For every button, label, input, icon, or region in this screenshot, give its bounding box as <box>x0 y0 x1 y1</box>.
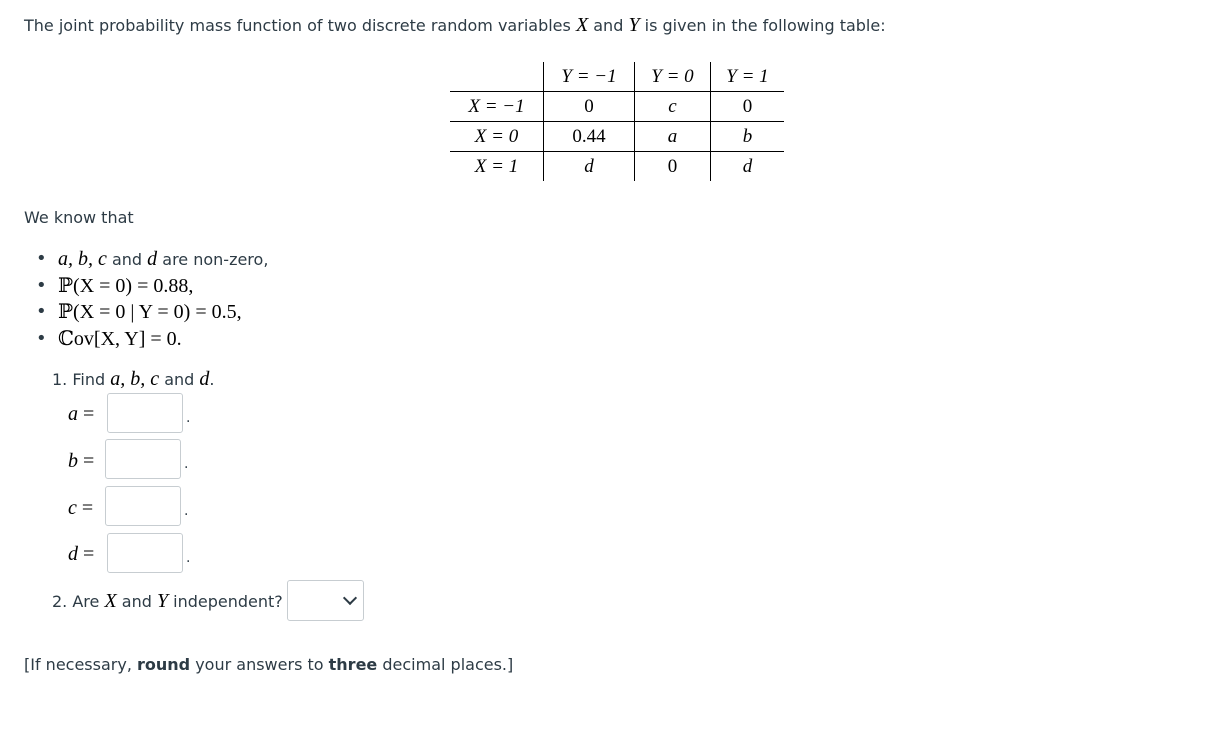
equals-sign: = <box>76 497 94 519</box>
table-cell: c <box>635 92 711 122</box>
pmf-table <box>450 62 784 181</box>
answer-label-c <box>68 497 93 520</box>
table-cell: d <box>544 152 635 182</box>
table-row <box>450 152 784 182</box>
facts-list <box>36 246 268 352</box>
note-text: decimal places.] <box>377 655 514 674</box>
var-x: X <box>104 590 117 612</box>
table-cell: a <box>635 122 711 152</box>
rounding-note <box>24 655 513 674</box>
row-label: X = 1 <box>450 152 544 182</box>
q1-text: 1. Find <box>52 370 111 389</box>
chevron-down-icon <box>343 591 357 605</box>
list-item <box>36 299 268 326</box>
q2-text: 2. Are <box>52 592 105 611</box>
intro-text: The joint probability mass function of two discrete random variables <box>24 16 576 35</box>
list-item <box>36 326 268 353</box>
var-label: b <box>68 450 78 472</box>
period: . <box>186 410 191 426</box>
table-cell: 0 <box>544 92 635 122</box>
fact-math: ℙ(X = 0 | Y = 0) = 0.5, <box>58 301 242 323</box>
q1-end: . <box>209 370 215 389</box>
q2-end: independent? <box>168 592 283 611</box>
table-row <box>450 92 784 122</box>
answer-input-a[interactable] <box>107 393 183 433</box>
answer-label-b <box>68 450 94 473</box>
fact-text: and <box>106 250 148 269</box>
table-cell: 0 <box>742 95 753 117</box>
table-row <box>450 122 784 152</box>
table-header: Y = 0 <box>635 62 711 92</box>
question-2 <box>52 590 283 613</box>
fact-math: a, b, c <box>58 248 107 270</box>
note-bold: three <box>328 655 378 674</box>
table-header-row <box>450 62 784 92</box>
table-cell: b <box>742 125 753 147</box>
q1-vars: a, b, c <box>110 368 160 390</box>
var-x: X <box>575 14 589 36</box>
q2-and: and <box>116 592 157 611</box>
fact-math: ℙ(X = 0) = 0.88, <box>58 274 194 297</box>
period: . <box>184 456 189 472</box>
table-header: Y = 1 <box>726 65 769 87</box>
list-item <box>36 273 268 300</box>
answer-input-d[interactable] <box>107 533 183 573</box>
answer-input-b[interactable] <box>105 439 181 479</box>
independence-select[interactable] <box>287 580 364 621</box>
list-item <box>36 246 268 273</box>
var-label: c <box>68 497 77 519</box>
equals-sign: = <box>78 543 95 565</box>
row-label: X = 0 <box>450 122 544 152</box>
intro-text-end: is given in the following table: <box>639 16 886 35</box>
fact-text: are non-zero, <box>157 250 269 269</box>
row-label: X = −1 <box>450 92 544 122</box>
period: . <box>186 550 191 566</box>
fact-math: d <box>147 248 158 270</box>
table-cell: d <box>742 155 753 177</box>
equals-sign: = <box>78 403 95 425</box>
we-know-heading: We know that <box>24 208 134 227</box>
table-cell: 0.44 <box>544 122 635 152</box>
table-cell: 0 <box>635 152 711 182</box>
note-bold: round <box>137 655 191 674</box>
problem-intro <box>24 14 886 37</box>
period: . <box>184 503 189 519</box>
note-text: your answers to <box>190 655 329 674</box>
table-header: Y = −1 <box>544 62 635 92</box>
table-corner <box>450 62 544 92</box>
answer-label-a <box>68 403 94 426</box>
var-label: a <box>68 403 78 425</box>
var-label: d <box>68 543 78 565</box>
answer-input-c[interactable] <box>105 486 181 526</box>
fact-math: ℂov[X, Y] = 0. <box>58 327 182 350</box>
var-y: Y <box>628 14 640 36</box>
q1-and: and <box>159 370 200 389</box>
intro-and: and <box>588 16 629 35</box>
equals-sign: = <box>78 450 95 472</box>
note-text: [If necessary, <box>24 655 137 674</box>
q1-var-d: d <box>199 368 210 390</box>
question-1 <box>52 368 214 391</box>
var-y: Y <box>156 590 169 612</box>
answer-label-d <box>68 543 94 566</box>
